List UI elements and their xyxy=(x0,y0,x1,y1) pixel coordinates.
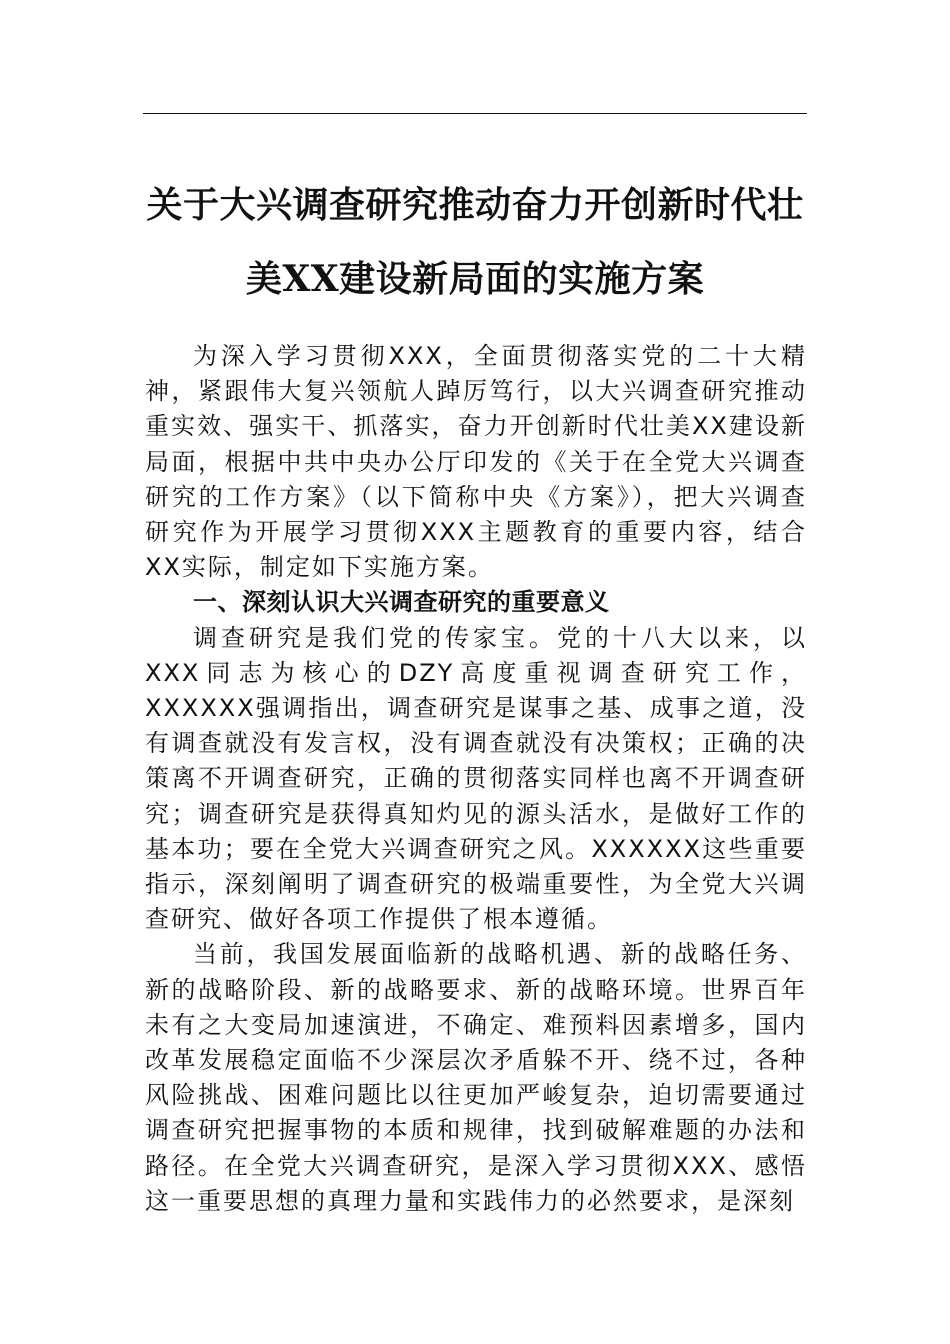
document-body xyxy=(145,339,807,1219)
intro-paragraph: 为深入学习贯彻XXX，全面贯彻落实党的二十大精神，紧跟伟大复兴领航人踔厉笃行，以大兴调查研究推动重实效、强实干、抓落实，奋力开创新时代壮美XX建设新局面，根据中共中央办公厅印发的《关于在全党大兴调查研究的工作方案》（以下简称中央《方案》），把大兴调查研究作为开展学习贯彻XXX主题教育的重要内容，结合XX实际，制定如下实施方案。 xyxy=(145,342,807,582)
document-title xyxy=(100,168,850,316)
title-line-2: 美XX建设新局面的实施方案 xyxy=(245,258,705,300)
title-line-1: 关于大兴调查研究推动奋力开创新时代壮 xyxy=(146,184,804,226)
body-paragraph: 调查研究是我们党的传家宝。党的十八大以来，以XXX同志为核心的DZY高度重视调查研究工作，XXXXXX强调指出，调查研究是谋事之基、成事之道，没有调查就没有发言权，没有调查就没有决策权；正确的决策离不开调查研究，正确的贯彻落实同样也离不开调查研究；调查研究是获得真知灼见的源头活水，是做好工作的基本功；要在全党大兴调查研究之风。XXXXXX这些重要指示，深刻阐明了调查研究的极端重要性，为全党大兴调查研究、做好各项工作提供了根本遵循。 xyxy=(145,623,807,934)
header-rule xyxy=(143,113,807,114)
body-paragraph: 当前，我国发展面临新的战略机遇、新的战略任务、新的战略阶段、新的战略要求、新的战略环境。世界百年未有之大变局加速演进，不确定、难预料因素增多，国内改革发展稳定面临不少深层次矛盾躲不开、绕不过，各种风险挑战、困难问题比以往更加严峻复杂，迫切需要通过调查研究把握事物的本质和规律，找到破解难题的办法和路径。在全党大兴调查研究，是深入学习贯彻XXX、感悟这一重要思想的真理力量和实践伟力的必然要求，是深刻 xyxy=(145,940,807,1215)
section-heading: 一、深刻认识大兴调查研究的重要意义 xyxy=(193,588,610,617)
